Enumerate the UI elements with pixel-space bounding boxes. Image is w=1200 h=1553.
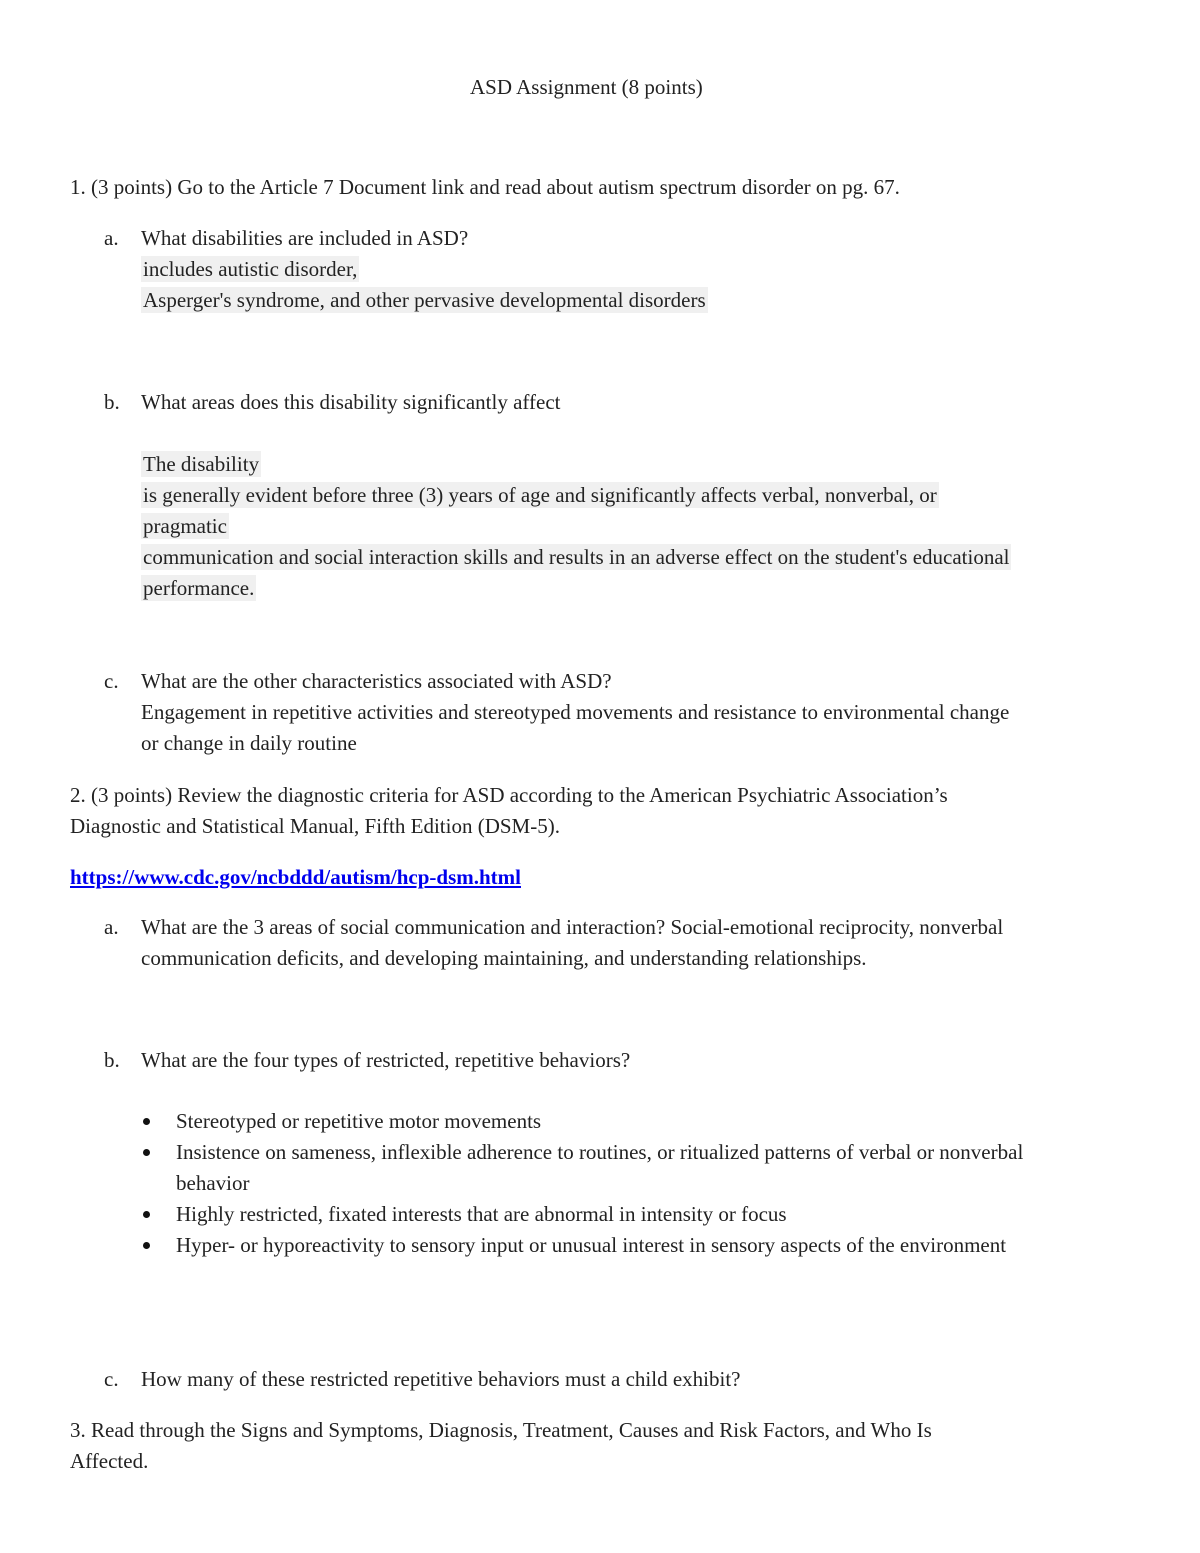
- q1b-answer-line: communication and social interaction skills and results in an adverse effect on the student's educational: [143, 545, 1010, 569]
- page-title: ASD Assignment (8 points): [470, 75, 703, 99]
- q1c-question: What are the other characteristics associated with ASD?: [141, 669, 612, 693]
- question-1-prompt: 1. (3 points) Go to the Article 7 Document link and read about autism spectrum disorder on pg. 67.: [70, 175, 900, 199]
- question-3-prompt: Affected.: [70, 1449, 149, 1473]
- bullet-icon: [143, 1211, 150, 1218]
- q1b-answer-line: is generally evident before three (3) years of age and significantly affects verbal, nonverbal, or: [143, 483, 937, 507]
- q1c-answer-line: or change in daily routine: [141, 731, 357, 755]
- bullet-icon: [143, 1242, 150, 1249]
- question-2-prompt: 2. (3 points) Review the diagnostic criteria for ASD according to the American Psychiatric Association’s: [70, 783, 948, 807]
- q1b-answer-line: pragmatic: [143, 514, 227, 538]
- behavior-bullet-text: Hyper- or hyporeactivity to sensory input or unusual interest in sensory aspects of the environment: [176, 1233, 1007, 1257]
- q2a-text-line: communication deficits, and developing maintaining, and understanding relationships.: [141, 946, 867, 970]
- q1c-answer-line: Engagement in repetitive activities and stereotyped movements and resistance to environmental change: [141, 700, 1010, 724]
- q2a-text-line: What are the 3 areas of social communication and interaction? Social-emotional reciprocity, nonverbal: [141, 915, 1004, 939]
- q1b-answer-line: performance.: [143, 576, 255, 600]
- behavior-bullet-text: Insistence on sameness, inflexible adherence to routines, or ritualized patterns of verbal or nonverbal: [176, 1140, 1024, 1164]
- q1b-answer-line: The disability: [143, 452, 260, 476]
- cdc-dsm-link[interactable]: https://www.cdc.gov/ncbddd/autism/hcp-dsm.html: [70, 865, 521, 889]
- q2c-question: How many of these restricted repetitive behaviors must a child exhibit?: [141, 1367, 741, 1391]
- q1c-marker: c.: [104, 669, 119, 693]
- bullet-icon: [143, 1118, 150, 1125]
- behavior-bullet-text: Highly restricted, fixated interests that are abnormal in intensity or focus: [176, 1202, 787, 1226]
- q1a-answer-line: includes autistic disorder,: [143, 257, 358, 281]
- q2c-marker: c.: [104, 1367, 119, 1391]
- q2b-question: What are the four types of restricted, repetitive behaviors?: [141, 1048, 631, 1072]
- q1a-answer-line: Asperger's syndrome, and other pervasive developmental disorders: [143, 288, 706, 312]
- bullet-icon: [143, 1149, 150, 1156]
- question-3-prompt: 3. Read through the Signs and Symptoms, Diagnosis, Treatment, Causes and Risk Factors, and Who Is: [70, 1418, 932, 1442]
- question-2-prompt: Diagnostic and Statistical Manual, Fifth Edition (DSM-5).: [70, 814, 560, 838]
- behavior-bullet-text: Stereotyped or repetitive motor movements: [176, 1109, 542, 1133]
- behavior-bullet-text: behavior: [176, 1171, 250, 1195]
- q1a-marker: a.: [104, 226, 119, 250]
- q1b-marker: b.: [104, 390, 120, 414]
- q1b-question: What areas does this disability significantly affect: [141, 390, 561, 414]
- q2b-marker: b.: [104, 1048, 120, 1072]
- q1a-question: What disabilities are included in ASD?: [141, 226, 469, 250]
- q2a-marker: a.: [104, 915, 119, 939]
